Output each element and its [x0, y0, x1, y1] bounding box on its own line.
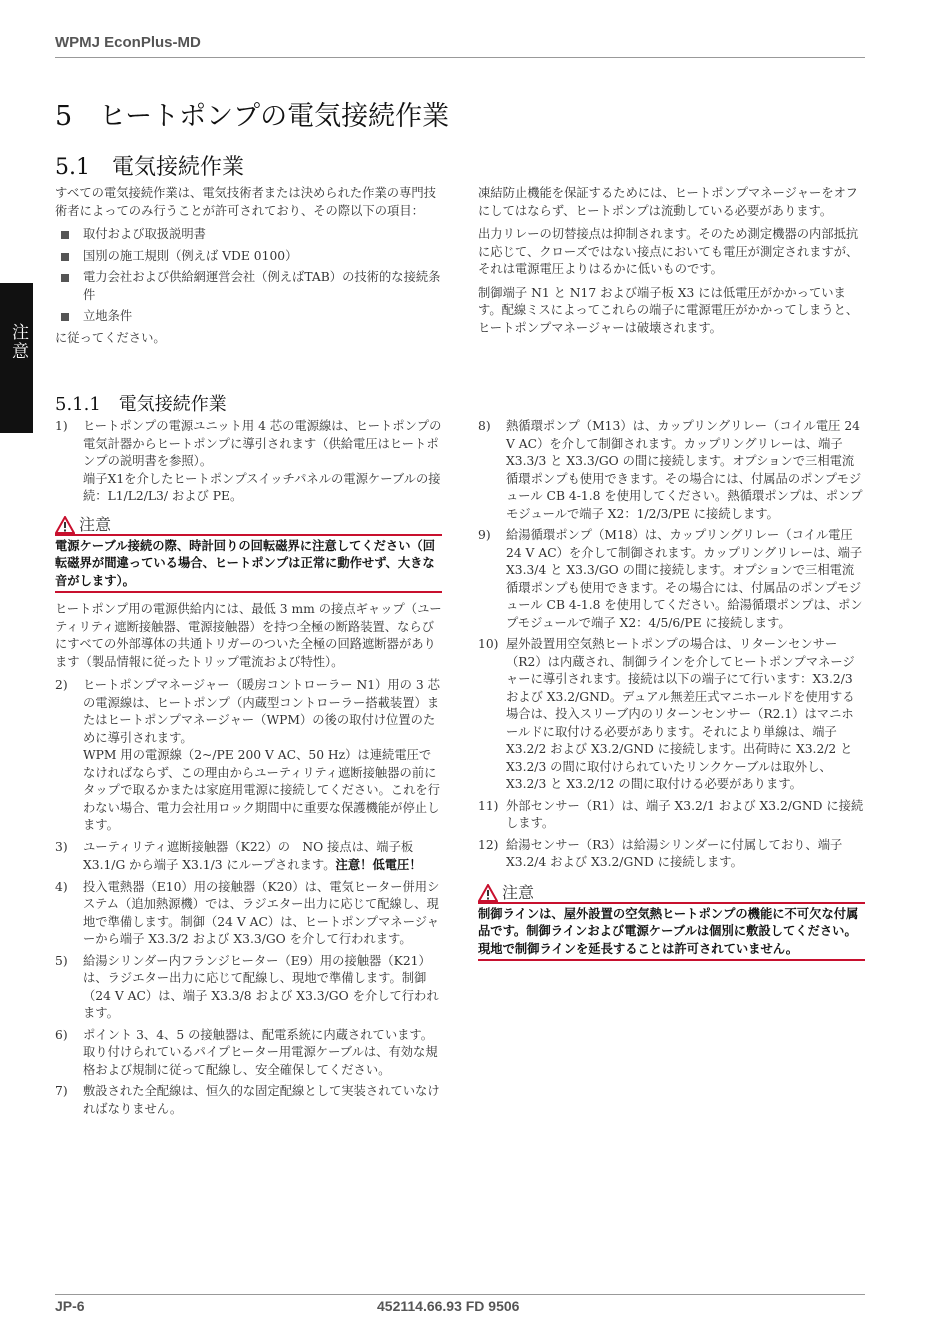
warning-bottom-rule: [55, 591, 442, 593]
document-header-title: WPMJ EconPlus-MD: [55, 34, 201, 51]
paragraph: 凍結防止機能を保証するためには、ヒートポンプマネージャーをオフにしてはならず、ヒートポンプは流動している必要があります。: [478, 186, 858, 218]
intro-left-column: [55, 185, 442, 353]
list-item: 国別の施工規則（例えば VDE 0100）: [55, 248, 442, 266]
list-item: 電力会社および供給網運営会社（例えばTAB）の技術的な接続条件: [55, 269, 442, 304]
numbered-item: 10) 屋外設置用空気熱ヒートポンプの場合は、リターンセンサー（R2）は内蔵され、制御ラインを介してヒートポンプマネージャーに導引されます。接続は以下の端子にて行います：X3.2/3 および X3.2/GND。デュアル無差圧式マニホールドを使用する場合は、投入スリーブ内のリターンセンサー（R2.1）はマニホールドに取付ける必要があります。それにより単線は、端子 X3.2/2 および X3.2/GND に接続します。出荷時に X3.2/2 と X3.2/3 の間に取付けられていたリンクケーブルは取外し、X3.2/3 と X3.2/12 の間に取付ける必要があります。: [478, 637, 855, 791]
section-heading: 5.1 電気接続作業: [55, 155, 244, 180]
document-number: 452114.66.93 FD 9506: [377, 1298, 520, 1314]
list-item: 取付および取扱説明書: [55, 226, 442, 244]
paragraph: 制御端子 N1 と N17 および端子板 X3 には低電圧がかかっています。配線ミスによってこれらの端子に電源電圧がかかってしまうと、ヒートポンプマネージャーは破壊されます。: [478, 285, 859, 335]
numbered-item: 9) 給湯循環ポンプ（M18）は、カップリングリレー（コイル電圧 24 V AC）を介して制御されます。カップリングリレーは、端子 X3.3/4 と X3.3/GO の間に接続します。オプションで三相電流循環ポンプも使用できます。その場合には、付属品のポンプモジュール CB 4-1.8 を使用してください。給湯循環ポンプは、ポンプモジュールで端子 X2：4/5/6/PE に接続します。: [478, 528, 863, 630]
numbered-item: 1) ヒートポンプの電源ユニット用 4 芯の電源線は、ヒートポンプの電気計器からヒートポンプに導引されます（供給電圧はヒートポンプの説明書を参照）。 端子X1を介したヒートポンプスイッチパネルの電源ケーブルの接続：L1/L2/L3/ および PE。: [55, 419, 442, 503]
footer-divider: [55, 1294, 865, 1295]
warning-box: [55, 516, 442, 594]
paragraph: 出力リレーの切替接点は抑制されます。そのため測定機器の内部抵抗に応じて、クローズではない接点においても電圧が測定されますが、それは電源電圧よりはるかに低いものです。: [478, 227, 859, 276]
numbered-item: 6) ポイント 3、4、5 の接触器は、配電系統に内蔵されています。取り付けられているパイプヒーター用電源ケーブルは、有効な規格および規制に従って配線し、安全確保してください。: [55, 1027, 438, 1077]
left-column: [55, 418, 442, 1122]
right-column: [478, 418, 865, 961]
bullet-square-icon: [61, 253, 69, 261]
numbered-item: 11) 外部センサー（R1）は、端子 X3.2/1 および X3.2/GND に接続します。: [478, 798, 864, 830]
numbered-item: 2) ヒートポンプマネージャー（暖房コントローラー N1）用の 3 芯の電源線は、ヒートポンプ（内蔵型コントローラー搭載装置）またはヒートポンプマネージャー（WPM）の後の取付け位置のために導引されます。 WPM 用の電源線（2~/PE 200 V AC、50 Hz）は連続電圧でなければならず、この理由からユーティリティ遮断接触器の前にタップで取るかまたは家庭用電源に接続してください。これを行わない場合、電力会社用ロック期間中に重要な保護機能が停止します。: [55, 678, 440, 832]
numbered-item: 12) 給湯センサー（R3）は給湯シリンダーに付属しており、端子 X3.2/4 および X3.2/GND に接続します。: [478, 837, 843, 869]
side-tab: [0, 283, 33, 433]
subsection-heading: 5.1.1 電気接続作業: [55, 394, 227, 415]
intro-closing: に従ってください。: [55, 330, 166, 345]
warning-text: 制御ラインは、屋外設置の空気熱ヒートポンプの機能に不可欠な付属品です。制御ラインおよび電源ケーブルは個別に敷設してください。現地で制御ラインを延長することは許可されていません。: [478, 905, 859, 956]
warning-triangle-icon: [55, 516, 75, 534]
warning-header: [55, 516, 442, 534]
warning-triangle-icon: [478, 884, 498, 902]
chapter-heading: 5 ヒートポンプの電気接続作業: [55, 101, 450, 132]
warning-title: 注意: [79, 514, 112, 534]
warning-bottom-rule: [478, 959, 865, 961]
page-number: JP-6: [55, 1298, 85, 1314]
numbered-item: 5) 給湯シリンダー内フランジヒーター（E9）用の接触器（K21）は、ラジエター出力に応じて配線し、現地で準備します。制御（24 V AC）は、端子 X3.3/8 および X3.3/GO を介して行われます。: [55, 953, 439, 1020]
warning-header: [478, 884, 865, 902]
numbered-item: 8) 熱循環ポンプ（M13）は、カップリングリレー（コイル電圧 24 V AC）を介して制御されます。カップリングリレーは、端子 X3.3/3 と X3.3/GO の間に接続します。オプションで三相電流循環ポンプも使用できます。その場合には、付属品のポンプモジュール CB 4-1.8 を使用してください。熱循環ポンプは、ポンプモジュールで端子 X2：1/2/3/PE に接続します。: [478, 419, 863, 521]
requirements-list: [55, 226, 442, 326]
numbered-item: 7) 敷設された全配線は、恒久的な固定配線として実装されていなければなりません。: [55, 1084, 440, 1116]
list-item: 立地条件: [55, 308, 442, 326]
warning-box: [478, 884, 865, 962]
warning-text: 電源ケーブル接続の際、時計回りの回転磁界に注意してください（回転磁界が間違っている場合、ヒートポンプは正常に動作せず、大きな音がします）。: [55, 537, 436, 588]
bullet-square-icon: [61, 231, 69, 239]
warning-title: 注意: [502, 882, 535, 902]
side-tab-label: 注意: [8, 323, 28, 361]
bullet-square-icon: [61, 274, 69, 282]
header-divider: [55, 57, 865, 58]
paragraph: ヒートポンプ用の電源供給内には、最低 3 mm の接点ギャップ（ユーティリティ遮断接触器、電源接触器）を持つ全極の断路装置、ならびにすべての外部導体の共通トリガーのついた全極の回路遮断器があります（製品情報に従ったトリップ電流および特性）。: [55, 602, 442, 669]
numbered-item: 3) ユーティリティ遮断接触器（K22）の NO 接点は、端子板 X3.1/G から端子 X3.1/3 にループされます。注意！低電圧！: [55, 839, 422, 872]
intro-paragraph: すべての電気接続作業は、電気技術者または決められた作業の専門技術者によってのみ行うことが許可されており、その際以下の項目：: [55, 186, 436, 218]
numbered-item: 4) 投入電熱器（E10）用の接触器（K20）は、電気ヒーター併用システム（追加熱源機）では、ラジエター出力に応じて配線し、現地で準備します。制御（24 V AC）は、ヒートポンプマネージャーから端子 X3.3/2 および X3.3/GO を介して行われます。: [55, 879, 440, 946]
intro-right-column: [478, 185, 865, 343]
bullet-square-icon: [61, 313, 69, 321]
